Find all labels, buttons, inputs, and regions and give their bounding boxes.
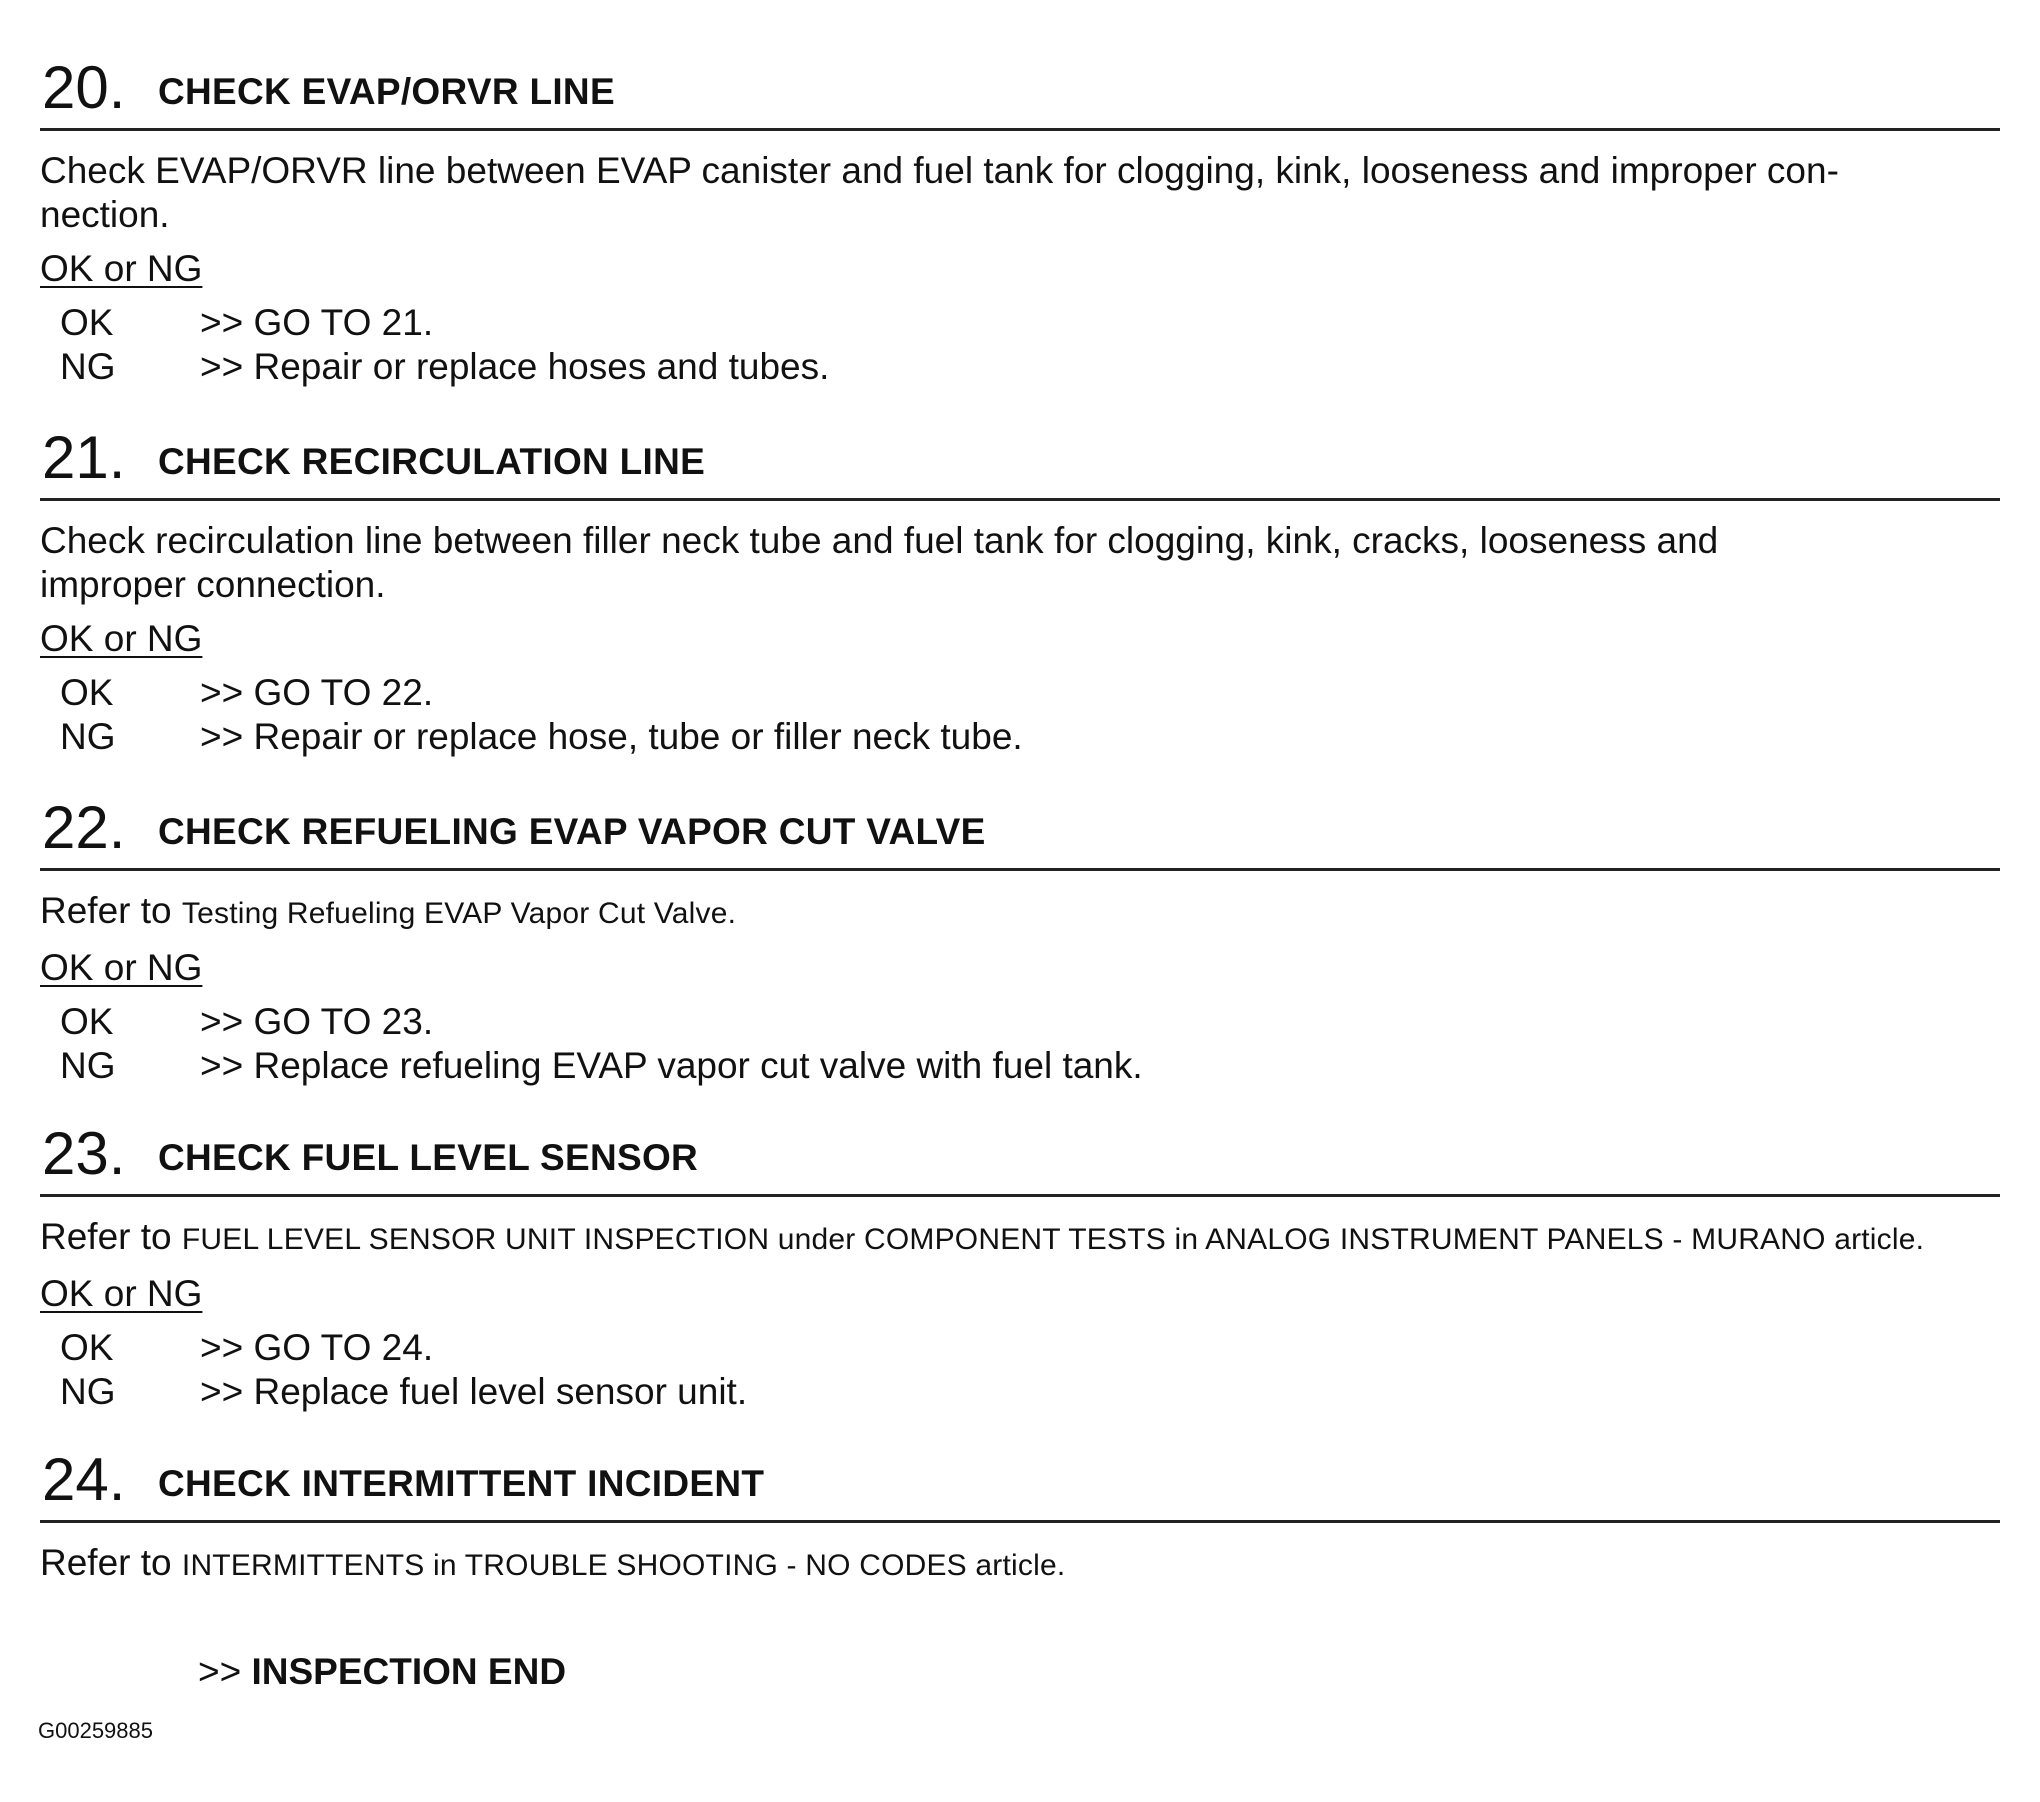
result-code: NG	[60, 346, 116, 387]
result-row-ok	[40, 1000, 2000, 1044]
result-code: NG	[60, 1371, 116, 1412]
instruction-line: nection.	[40, 194, 170, 235]
step-header	[40, 1446, 2000, 1523]
step-instruction	[40, 519, 2000, 607]
step-24	[40, 1446, 2000, 1588]
result-row-ng	[40, 1370, 2000, 1414]
instruction-line: improper connection.	[40, 564, 386, 605]
step-20	[40, 54, 2000, 389]
ok-or-ng-label: OK or NG	[40, 248, 203, 289]
step-title: CHECK INTERMITTENT INCIDENT	[158, 1463, 765, 1504]
result-list	[40, 1000, 2000, 1088]
step-body	[40, 889, 2000, 1088]
refer-to-label: Refer to	[40, 890, 172, 931]
step-instruction	[40, 149, 2000, 237]
result-action: >> GO TO 22.	[200, 672, 434, 713]
result-row-ok	[40, 301, 2000, 345]
step-23	[40, 1120, 2000, 1414]
step-body	[40, 1541, 2000, 1588]
result-row-ng	[40, 1044, 2000, 1088]
end-arrow: >>	[198, 1651, 242, 1692]
step-title: CHECK RECIRCULATION LINE	[158, 441, 706, 482]
result-action: >> GO TO 24.	[200, 1327, 434, 1368]
result-code: NG	[60, 716, 116, 757]
instruction-line: Check EVAP/ORVR line between EVAP canister and fuel tank for clogging, kink, looseness and improper con-	[40, 150, 1839, 191]
result-action: >> GO TO 23.	[200, 1001, 434, 1042]
result-row-ok	[40, 671, 2000, 715]
figure-id: G00259885	[38, 1718, 153, 1743]
result-action: >> Replace fuel level sensor unit.	[200, 1371, 748, 1412]
instruction-line: Check recirculation line between filler neck tube and fuel tank for clogging, kink, cracks, looseness and	[40, 520, 1719, 561]
step-body	[40, 1215, 2000, 1414]
step-number: 22.	[42, 794, 126, 861]
step-22	[40, 794, 2000, 1088]
result-row-ng	[40, 715, 2000, 759]
step-header	[40, 54, 2000, 131]
step-number: 20.	[42, 54, 126, 121]
reference-text: INTERMITTENTS in TROUBLE SHOOTING - NO CODES article.	[181, 1549, 1066, 1582]
step-number: 21.	[42, 424, 126, 491]
ok-or-ng-label: OK or NG	[40, 618, 203, 659]
ok-or-ng-label: OK or NG	[40, 947, 203, 988]
step-body	[40, 149, 2000, 389]
step-number: 24.	[42, 1446, 126, 1513]
result-code: OK	[60, 1001, 114, 1042]
result-row-ng	[40, 345, 2000, 389]
inspection-end	[198, 1650, 566, 1694]
result-code: OK	[60, 302, 114, 343]
step-21	[40, 424, 2000, 759]
result-code: OK	[60, 672, 114, 713]
result-list	[40, 671, 2000, 759]
result-row-ok	[40, 1326, 2000, 1370]
reference-text: Testing Refueling EVAP Vapor Cut Valve.	[181, 897, 737, 930]
refer-to-label: Refer to	[40, 1216, 172, 1257]
step-header	[40, 794, 2000, 871]
step-number: 23.	[42, 1120, 126, 1187]
result-action: >> Repair or replace hoses and tubes.	[200, 346, 830, 387]
step-title: CHECK EVAP/ORVR LINE	[158, 71, 615, 112]
result-action: >> Repair or replace hose, tube or filler neck tube.	[200, 716, 1023, 757]
result-code: OK	[60, 1327, 114, 1368]
step-body	[40, 519, 2000, 759]
ok-or-ng-label: OK or NG	[40, 1273, 203, 1314]
refer-to-label: Refer to	[40, 1542, 172, 1583]
result-action: >> Replace refueling EVAP vapor cut valve with fuel tank.	[200, 1045, 1143, 1086]
result-code: NG	[60, 1045, 116, 1086]
reference-text: FUEL LEVEL SENSOR UNIT INSPECTION under COMPONENT TESTS in ANALOG INSTRUMENT PANELS - MURANO article.	[181, 1223, 1925, 1256]
step-header	[40, 1120, 2000, 1197]
step-title: CHECK FUEL LEVEL SENSOR	[158, 1137, 699, 1178]
end-text: INSPECTION END	[251, 1651, 567, 1692]
step-title: CHECK REFUELING EVAP VAPOR CUT VALVE	[158, 811, 986, 852]
result-list	[40, 301, 2000, 389]
result-list	[40, 1326, 2000, 1414]
step-instruction	[40, 1215, 2000, 1262]
step-header	[40, 424, 2000, 501]
result-action: >> GO TO 21.	[200, 302, 434, 343]
step-instruction	[40, 889, 2000, 936]
step-instruction	[40, 1541, 2000, 1588]
